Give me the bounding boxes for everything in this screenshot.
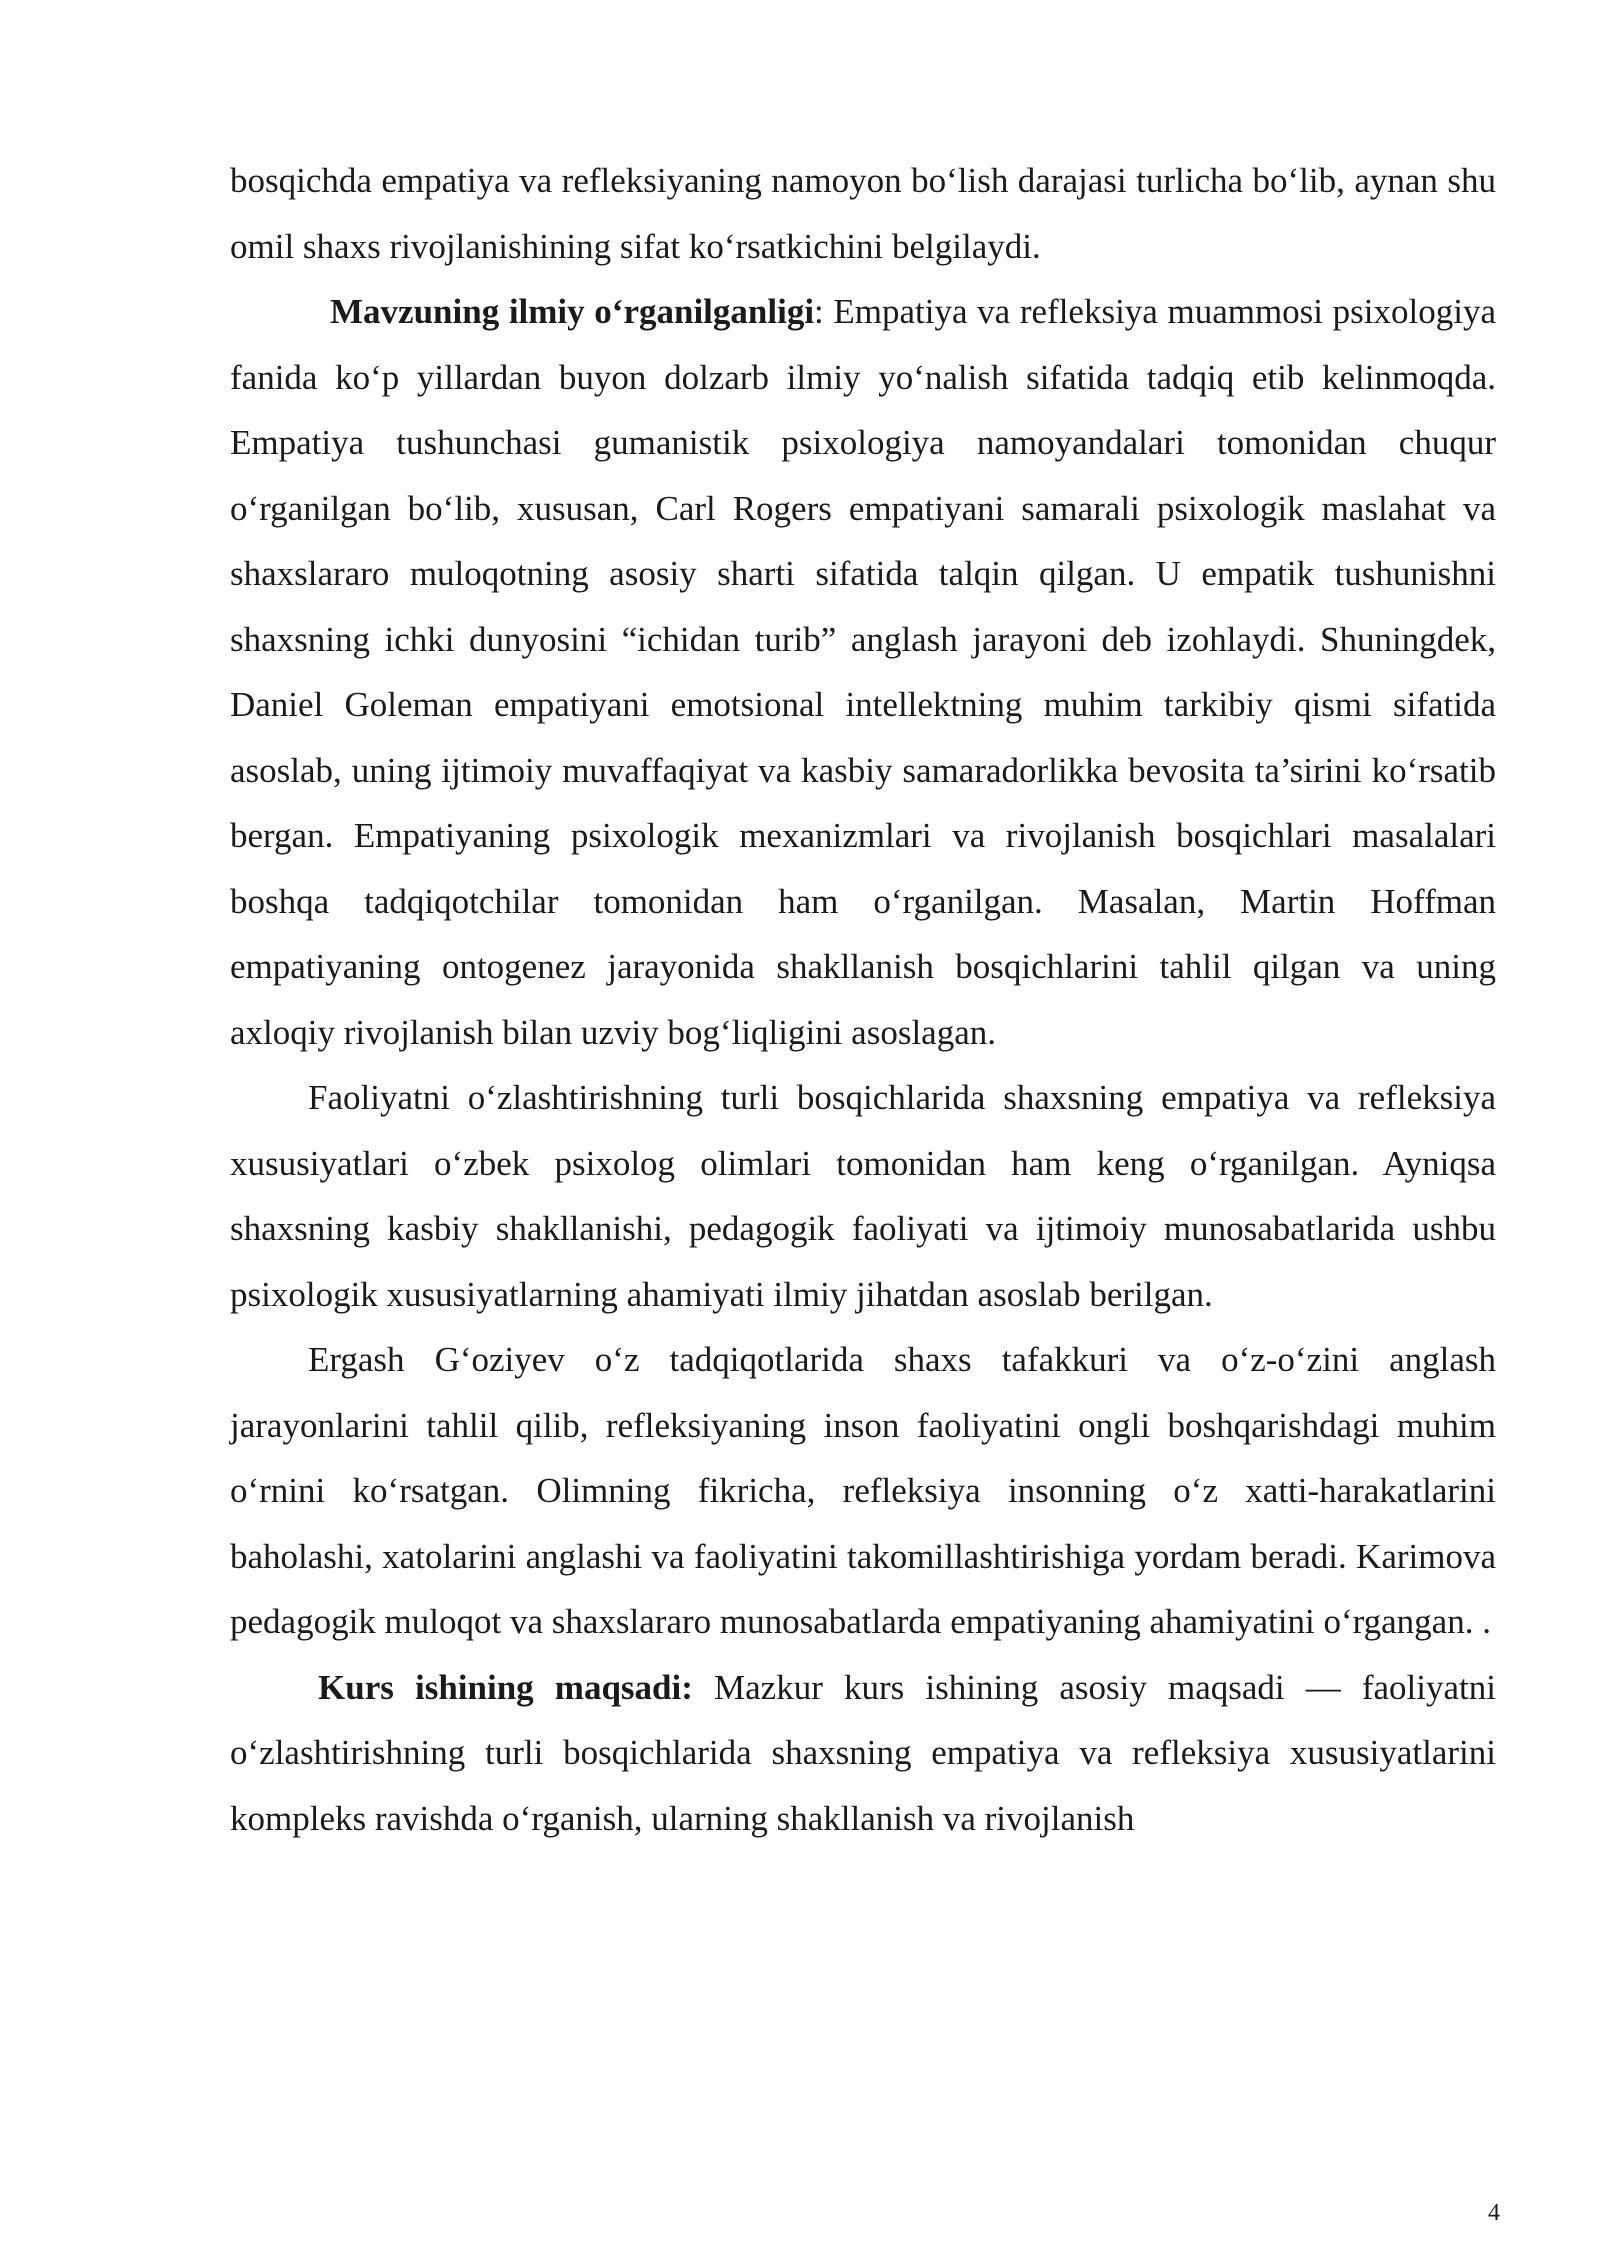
paragraph-text: bosqichda empatiya va refleksiyaning namoyon bo‘lish darajasi turlicha bo‘lib, aynan shu omil shaxs rivojlanishining sifat ko‘rsatkichini belgilaydi. bbox=[230, 161, 1496, 266]
paragraph-goziyev bbox=[230, 1327, 1496, 1655]
paragraph-course-goal bbox=[230, 1655, 1496, 1852]
page-number: 4 bbox=[1488, 2200, 1500, 2226]
paragraph-text: Ergash G‘oziyev o‘z tadqiqotlarida shaxs tafakkuri va o‘z-o‘zini anglash jarayonlarini tahlil qilib, refleksiyaning inson faoliyatini ongli boshqarishdagi muhim o‘rnini ko‘rsatgan. Olimning fikricha, refleksiya insonning o‘z xatti-harakatlarini baholashi, xatolarini anglashi va faoliyatini takomillashtirishiga yordam beradi. Karimova pedagogik muloqot va shaxslararo munosabatlarda empatiyaning ahamiyatini o‘rgangan. . bbox=[230, 1340, 1496, 1641]
paragraph-uzbek-scholars bbox=[230, 1065, 1496, 1327]
document-body bbox=[230, 148, 1496, 1851]
paragraph-text: Mazkur kurs ishining asosiy maqsadi — faoliyatni o‘zlashtirishning turli bosqichlarida shaxsning empatiya va refleksiya xususiyatlarini kompleks ravishda o‘rganish, ularning shakllanish va rivojlanish bbox=[230, 1667, 1496, 1838]
paragraph-continuation bbox=[230, 148, 1496, 279]
paragraph-heading-course-goal: Kurs ishining maqsadi: bbox=[318, 1667, 693, 1707]
paragraph-heading-study-review: Mavzuning ilmiy o‘rganilganligi bbox=[330, 292, 815, 331]
paragraph-study-review bbox=[230, 279, 1496, 1065]
paragraph-text: Faoliyatni o‘zlashtirishning turli bosqichlarida shaxsning empatiya va refleksiya xususiyatlari o‘zbek psixolog olimlari tomonidan ham keng o‘rganilgan. Ayniqsa shaxsning kasbiy shakllanishi, pedagogik faoliyati va ijtimoiy munosabatlarida ushbu psixologik xususiyatlarning ahamiyati ilmiy jihatdan asoslab berilgan. bbox=[230, 1078, 1496, 1314]
paragraph-text: : Empatiya va refleksiya muammosi psixologiya fanida ko‘p yillardan buyon dolzarb ilmiy yo‘nalish sifatida tadqiq etib kelinmoqda. Empatiya tushunchasi gumanistik psixologiya namoyandalari tomonidan chuqur o‘rganilgan bo‘lib, xususan, Carl Rogers empatiyani samarali psixologik maslahat va shaxslararo muloqotning asosiy sharti sifatida talqin qilgan. U empatik tushunishni shaxsning ichki dunyosini “ichidan turib” anglash jarayoni deb izohlaydi. Shuningdek, Daniel Goleman empatiyani emotsional intellektning muhim tarkibiy qismi sifatida asoslab, uning ijtimoiy muvaffaqiyat va kasbiy samaradorlikka bevosita ta’sirini ko‘rsatib bergan. Empatiyaning psixologik mexanizmlari va rivojlanish bosqichlari masalalari boshqa tadqiqotchilar tomonidan ham o‘rganilgan. Masalan, Martin Hoffman empatiyaning ontogenez jarayonida shakllanish bosqichlarini tahlil qilgan va uning axloqiy rivojlanish bilan uzviy bog‘liqligini asoslagan. bbox=[230, 292, 1496, 1052]
